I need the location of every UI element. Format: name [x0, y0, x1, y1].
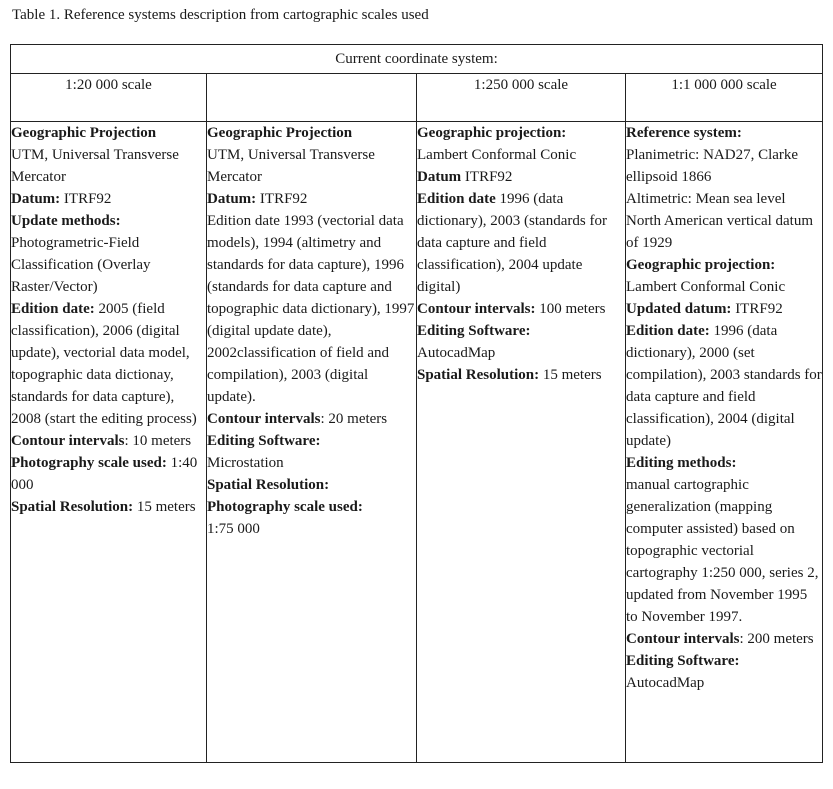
field-label: Geographic projection: [626, 257, 776, 273]
header-row [11, 45, 823, 74]
field-label: Geographic projection: [417, 125, 567, 141]
column-cell [417, 122, 626, 763]
field-value: ITRF92 [731, 301, 783, 317]
field-label: Update methods: [11, 213, 121, 229]
field-label: Spatial Resolution: [11, 499, 134, 515]
field-entry [207, 452, 416, 474]
field-value: ITRF92 [60, 191, 112, 207]
field-value: Altimetric: Mean sea level North American vertical datum of 1929 [626, 191, 814, 251]
field-label: Geographic Projection [207, 125, 353, 141]
field-value: AutocadMap [626, 675, 705, 691]
field-entry [11, 188, 206, 210]
column-cell [207, 122, 417, 763]
field-entry [11, 298, 206, 430]
field-value: AutocadMap [417, 345, 496, 361]
field-entry [626, 452, 822, 474]
field-label: Geographic Projection [11, 125, 157, 141]
field-value: UTM, Universal Transverse Mercator [207, 147, 375, 185]
scale-row [11, 74, 823, 122]
field-entry [207, 210, 416, 408]
field-entry [207, 144, 416, 188]
field-value: UTM, Universal Transverse Mercator [11, 147, 179, 185]
field-value: 1996 (data dictionary), 2000 (set compilation), 2003 standards for data capture and field classification), 2004 (digital update) [626, 323, 822, 449]
field-label: Edition date: [626, 323, 710, 339]
field-entry [11, 496, 206, 518]
field-label: Contour intervals: [417, 301, 536, 317]
field-entry [417, 122, 625, 144]
field-value: manual cartographic generalization (mapping computer assisted) based on topographic vectorial cartography 1:250 000, series 2, updated from November 1995 to November 1997. [626, 477, 819, 625]
field-label: Spatial Resolution: [207, 477, 330, 493]
field-value: 1:75 000 [207, 521, 260, 537]
field-label: Spatial Resolution: [417, 367, 540, 383]
field-entry [11, 232, 206, 298]
field-value: Edition date 1993 (vectorial data models), 1994 (altimetry and standards for data capture), 1996 (standards for data capture and topographic data dictionary), 1997 (digital update date), 2002classification of field and compilation), 2003 (digital update). [207, 213, 415, 405]
field-value: ITRF92 [461, 169, 513, 185]
field-value: 1996 (data dictionary), 2003 (standards for data capture and field classification), 2004 update digital) [417, 191, 607, 295]
field-entry [626, 474, 822, 628]
scale-header-3: 1:250 000 scale [417, 74, 626, 122]
field-value: 15 meters [539, 367, 602, 383]
field-entry [626, 122, 822, 144]
field-label: Contour intervals [11, 433, 125, 449]
field-label: Photography scale used: [207, 499, 363, 515]
coordinate-system-header: Current coordinate system: [11, 45, 823, 74]
field-value: Microstation [207, 455, 284, 471]
field-value: 1:40 000 [11, 455, 198, 493]
field-value: 2005 (field classification), 2006 (digital update), vectorial data model, topographic data dictionay, standards for data capture), 2008 (start the editing process) [11, 301, 197, 427]
field-entry [626, 276, 822, 298]
field-label: Datum: [207, 191, 257, 207]
field-label: Photography scale used: [11, 455, 167, 471]
field-entry [626, 672, 822, 694]
field-entry [417, 166, 625, 188]
field-entry [626, 628, 822, 650]
column-cell [11, 122, 207, 763]
field-entry [626, 320, 822, 452]
field-entry [207, 518, 416, 540]
field-entry [207, 188, 416, 210]
field-value: 15 meters [133, 499, 196, 515]
field-value: : 200 meters [739, 631, 814, 647]
field-label: Edition date: [11, 301, 95, 317]
field-label: Updated datum: [626, 301, 732, 317]
field-entry [626, 188, 822, 254]
field-label: Datum: [11, 191, 61, 207]
field-label: Editing Software: [417, 323, 531, 339]
field-entry [417, 144, 625, 166]
field-label: Edition date [417, 191, 496, 207]
field-entry [11, 210, 206, 232]
field-value: ITRF92 [256, 191, 308, 207]
field-entry [626, 144, 822, 188]
field-entry [417, 320, 625, 342]
field-label: Editing Software: [207, 433, 321, 449]
field-entry [207, 122, 416, 144]
field-value: : 20 meters [320, 411, 388, 427]
field-label: Contour intervals [626, 631, 740, 647]
field-value: Planimetric: NAD27, Clarke ellipsoid 1866 [626, 147, 799, 185]
scale-header-1: 1:20 000 scale [11, 74, 207, 122]
field-value: Lambert Conformal Conic [417, 147, 577, 163]
field-entry [626, 298, 822, 320]
field-entry [626, 254, 822, 276]
field-value: 100 meters [535, 301, 606, 317]
field-entry [11, 430, 206, 452]
field-label: Editing Software: [626, 653, 740, 669]
column-cell [626, 122, 823, 763]
field-value: Photogrametric-Field Classification (Overlay Raster/Vector) [11, 235, 151, 295]
reference-systems-table [10, 44, 823, 763]
field-label: Reference system: [626, 125, 742, 141]
field-entry [207, 474, 416, 496]
field-entry [417, 364, 625, 386]
field-entry [207, 408, 416, 430]
table-caption: Table 1. Reference systems description from cartographic scales used [12, 7, 429, 23]
field-label: Datum [417, 169, 462, 185]
scale-header-2 [207, 74, 417, 122]
field-entry [11, 144, 206, 188]
field-entry [417, 342, 625, 364]
field-value: Lambert Conformal Conic [626, 279, 786, 295]
field-entry [626, 650, 822, 672]
field-entry [11, 122, 206, 144]
scale-header-4: 1:1 000 000 scale [626, 74, 823, 122]
field-entry [207, 430, 416, 452]
field-entry [417, 188, 625, 298]
description-row [11, 122, 823, 763]
field-label: Editing methods: [626, 455, 737, 471]
field-entry [207, 496, 416, 518]
field-label: Contour intervals [207, 411, 321, 427]
field-entry [11, 452, 206, 496]
field-entry [417, 298, 625, 320]
field-value: : 10 meters [124, 433, 192, 449]
